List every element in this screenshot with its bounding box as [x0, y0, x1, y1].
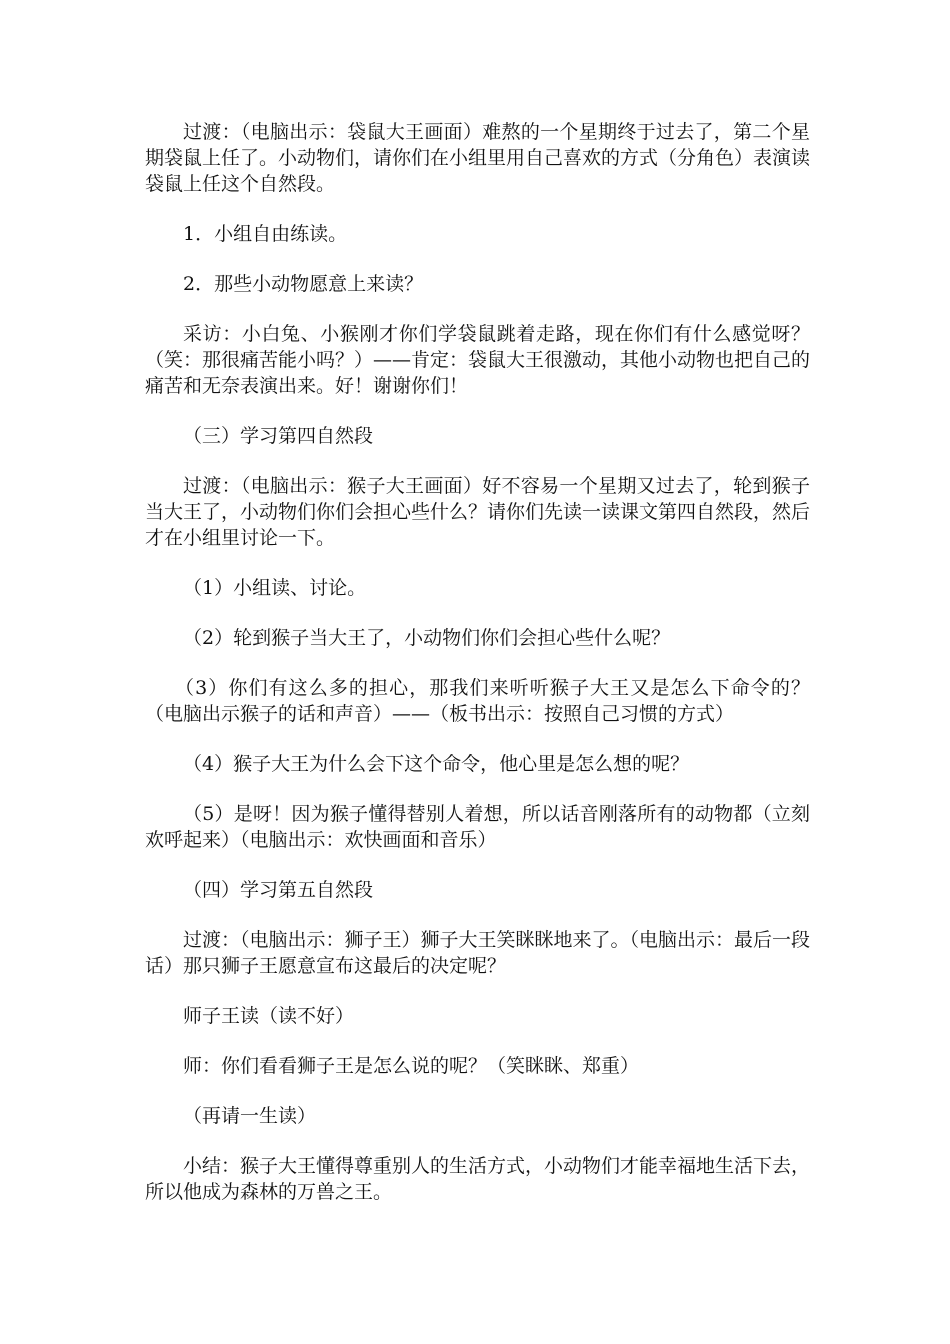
- document-page: [145, 119, 810, 1229]
- paragraph-item-5: （5）是呀！因为猴子懂得替别人着想，所以话音刚落所有的动物都（立刻欢呼起来）（电脑出示：欢快画面和音乐）: [145, 803, 810, 851]
- paragraph-reread: （再请一生读）: [183, 1105, 317, 1127]
- paragraph-item-3: （3）你们有这么多的担心，那我们来听听猴子大王又是怎么下命令的？（电脑出示猴子的话和声音）——（板书出示：按照自己习惯的方式）: [145, 677, 810, 725]
- paragraph-transition-monkey: 过渡：（电脑出示：猴子大王画面）好不容易一个星期又过去了，轮到猴子当大王了，小动物们你们会担心些什么？请你们先读一读课文第四自然段，然后才在小组里讨论一下。: [145, 475, 811, 549]
- paragraph-item-1: （1）小组读、讨论。: [183, 577, 367, 599]
- paragraph-lion-read: 师子王读（读不好）: [183, 1005, 355, 1027]
- paragraph-transition-kangaroo: 过渡：（电脑出示：袋鼠大王画面）难熬的一个星期终于过去了，第二个星期袋鼠上任了。小动物们，请你们在小组里用自己喜欢的方式（分角色）表演读袋鼠上任这个自然段。: [145, 121, 811, 195]
- paragraph-interview: 采访：小白兔、小猴刚才你们学袋鼠跳着走路，现在你们有什么感觉呀？（笑：那很痛苦能小吗？）——肯定：袋鼠大王很激动，其他小动物也把自己的痛苦和无奈表演出来。好！谢谢你们！: [145, 323, 811, 397]
- paragraph-item-2: （2）轮到猴子当大王了，小动物们你们会担心些什么呢？: [183, 627, 671, 649]
- paragraph-teacher-question: 师：你们看看狮子王是怎么说的呢？（笑眯眯、郑重）: [183, 1055, 640, 1077]
- section-heading-4: （四）学习第五自然段: [183, 879, 374, 901]
- section-heading-3: （三）学习第四自然段: [183, 425, 374, 447]
- paragraph-summary: 小结：猴子大王懂得尊重别人的生活方式，小动物们才能幸福地生活下去，所以他成为森林的万兽之王。: [145, 1155, 811, 1203]
- paragraph-step-2: 2．那些小动物愿意上来读？: [183, 273, 424, 295]
- paragraph-item-4: （4）猴子大王为什么会下这个命令，他心里是怎么想的呢？: [183, 753, 690, 775]
- paragraph-step-1: 1．小组自由练读。: [183, 223, 348, 245]
- paragraph-transition-lion: 过渡：（电脑出示：狮子王）狮子大王笑眯眯地来了。（电脑出示：最后一段话）那只狮子王愿意宣布这最后的决定呢？: [145, 929, 811, 977]
